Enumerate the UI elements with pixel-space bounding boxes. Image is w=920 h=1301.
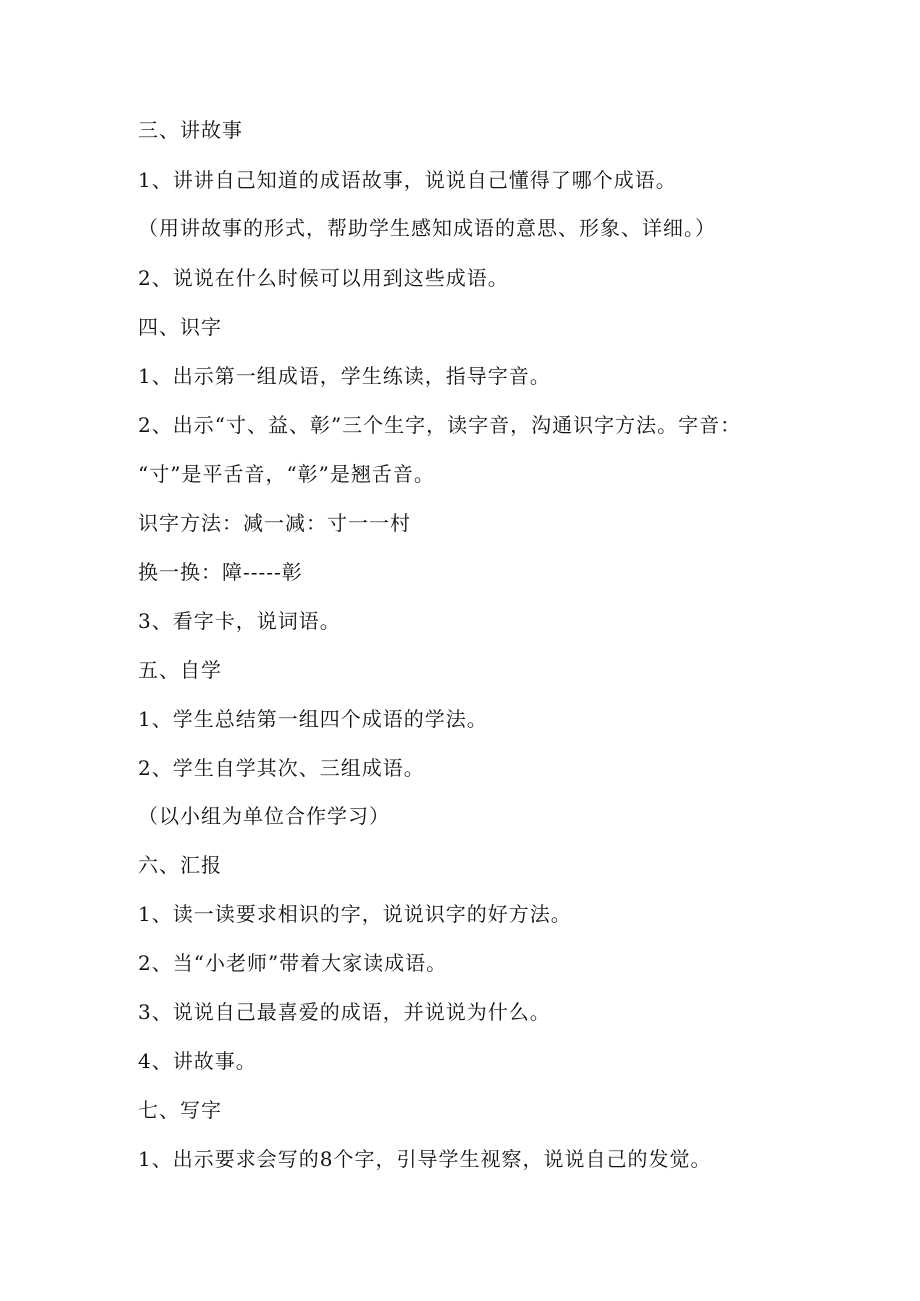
paragraph-item: 3、看字卡，说词语。 bbox=[138, 609, 341, 633]
paragraph-item: 3、说说自己最喜爱的成语，并说说为什么。 bbox=[138, 1000, 551, 1024]
paragraph-note: （用讲故事的形式，帮助学生感知成语的意思、形象、详细。） bbox=[138, 216, 716, 240]
paragraph-item: 4、讲故事。 bbox=[138, 1049, 257, 1073]
paragraph-item: 1、讲讲自己知道的成语故事，说说自己懂得了哪个成语。 bbox=[138, 168, 677, 192]
paragraph-item: 1、出示要求会写的8个字，引导学生视察，说说自己的发觉。 bbox=[138, 1147, 712, 1171]
heading-self-study: 五、自学 bbox=[138, 658, 222, 682]
heading-storytelling: 三、讲故事 bbox=[138, 118, 243, 142]
paragraph-item: 2、当“小老师”带着大家读成语。 bbox=[138, 951, 448, 975]
paragraph-note: （以小组为单位合作学习） bbox=[138, 804, 390, 828]
paragraph-method: 换一换：障-----彰 bbox=[138, 560, 303, 584]
paragraph-item: 2、说说在什么时候可以用到这些成语。 bbox=[138, 266, 509, 290]
paragraph-method: 识字方法：减一减：寸一一村 bbox=[138, 511, 411, 535]
paragraph-item: 2、出示“寸、益、彰”三个生字，读字音，沟通识字方法。字音： bbox=[138, 413, 742, 437]
paragraph-continuation: “寸”是平舌音，“彰”是翘舌音。 bbox=[138, 462, 435, 486]
paragraph-item: 1、学生总结第一组四个成语的学法。 bbox=[138, 707, 488, 731]
paragraph-item: 1、读一读要求相识的字，说说识字的好方法。 bbox=[138, 902, 572, 926]
heading-report: 六、汇报 bbox=[138, 853, 222, 877]
paragraph-item: 2、学生自学其次、三组成语。 bbox=[138, 756, 425, 780]
heading-literacy: 四、识字 bbox=[138, 315, 222, 339]
heading-writing: 七、写字 bbox=[138, 1098, 222, 1122]
paragraph-item: 1、出示第一组成语，学生练读，指导字音。 bbox=[138, 364, 551, 388]
